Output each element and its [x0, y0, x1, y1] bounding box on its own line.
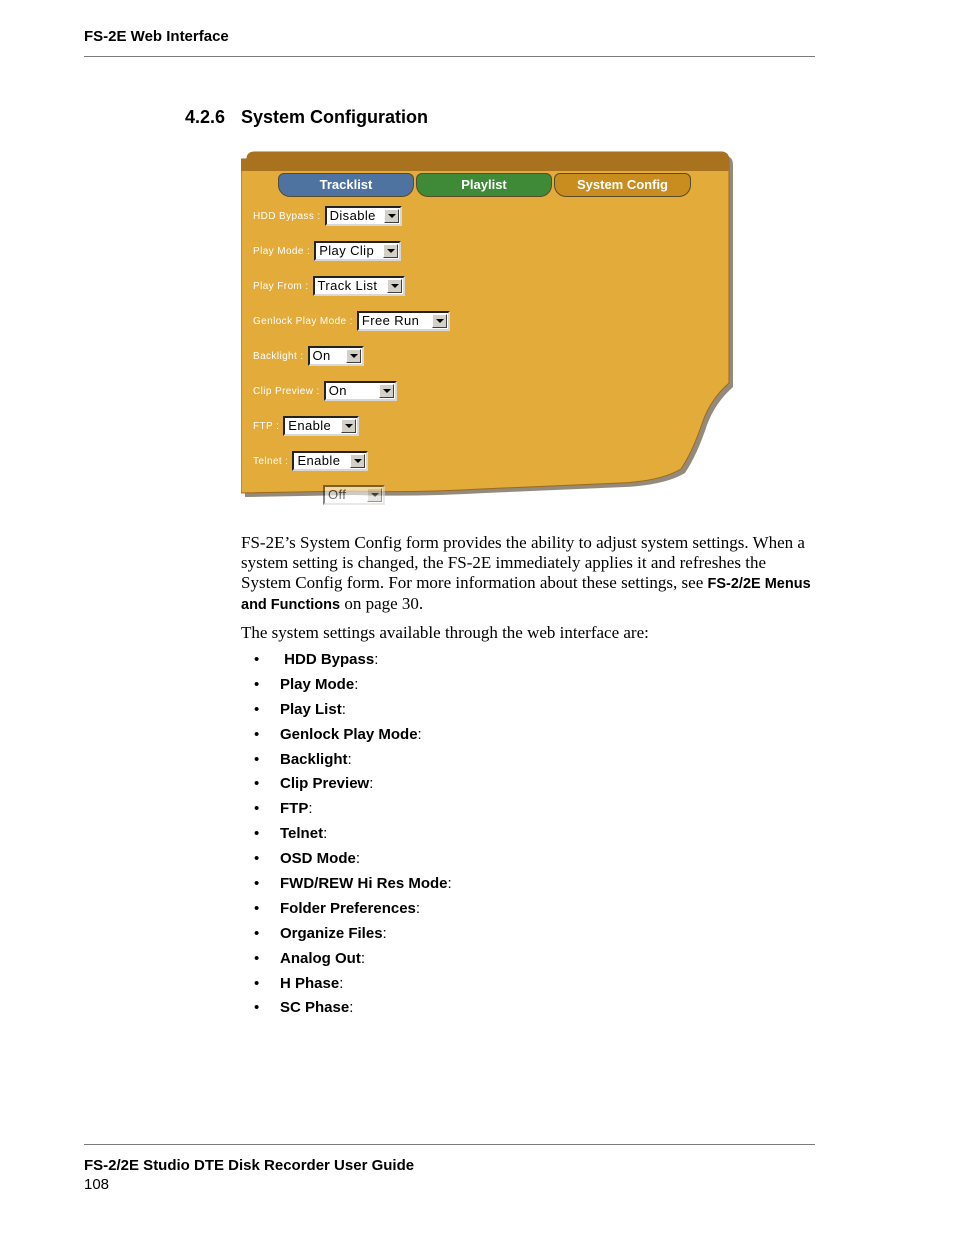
setting-name: Play List — [280, 700, 342, 718]
colon: : — [417, 725, 422, 743]
setting-name: Genlock Play Mode — [280, 725, 418, 743]
colon: : — [447, 875, 452, 893]
colon: : — [415, 899, 421, 917]
chevron-down-icon[interactable] — [383, 244, 398, 258]
colon: : — [355, 850, 361, 868]
list-item — [254, 923, 452, 948]
cross-reference: FS-2/2E Menus and Functions — [241, 576, 811, 613]
setting-name: FTP — [280, 800, 309, 818]
setting-name: Folder Preferences — [280, 899, 416, 917]
field-label: HDD Bypass : — [253, 210, 321, 222]
field-backlight — [253, 346, 364, 366]
select-value: Play Clip — [319, 243, 375, 258]
colon: : — [308, 800, 313, 818]
select-value: Off — [328, 487, 347, 502]
list-item — [254, 724, 452, 749]
list-item — [254, 798, 452, 823]
list-item — [254, 848, 452, 873]
page-number: 108 — [84, 1176, 110, 1193]
colon: : — [354, 675, 359, 693]
system-config-screenshot — [241, 151, 741, 506]
colon: : — [323, 825, 328, 843]
intro-text: FS-2E’s System Config form provides the ability to adjust system settings. When a system setting is changed, the FS-2E immediately applies it and refreshes the System Config form. For more information about these settings, see — [241, 533, 805, 592]
list-item — [254, 699, 452, 724]
bullet-icon: • — [254, 775, 260, 793]
bullet-icon: • — [254, 700, 260, 718]
list-item — [254, 773, 452, 798]
settings-intro: The system settings available through the web interface are: — [241, 623, 649, 642]
list-item — [254, 749, 452, 774]
bullet-icon: • — [254, 974, 260, 992]
bullet-icon: • — [254, 850, 260, 868]
colon: : — [360, 949, 365, 967]
chevron-down-icon[interactable] — [367, 488, 382, 502]
select-value: On — [312, 348, 331, 363]
genlock-play-mode-select[interactable] — [357, 311, 450, 331]
setting-name: OSD Mode — [280, 850, 356, 868]
colon: : — [374, 651, 379, 668]
hdd-bypass-select[interactable] — [325, 206, 402, 226]
chevron-down-icon[interactable] — [387, 279, 402, 293]
select-value: Free Run — [361, 313, 420, 328]
select-value: Disable — [329, 208, 376, 223]
field-label: FTP : — [253, 420, 280, 432]
field-play-from — [253, 276, 405, 296]
colon: : — [339, 974, 344, 992]
select-value: On — [328, 383, 347, 398]
header-rule — [84, 56, 815, 57]
colon: : — [369, 775, 374, 793]
telnet-select[interactable] — [292, 451, 368, 471]
field-clip-preview — [253, 381, 397, 401]
chevron-down-icon[interactable] — [379, 384, 394, 398]
section-heading — [185, 107, 428, 128]
select-value: Enable — [297, 453, 341, 468]
bullet-icon: • — [254, 875, 260, 893]
colon: : — [382, 924, 387, 942]
colon: : — [341, 700, 346, 718]
section-title: System Configuration — [241, 107, 429, 127]
list-item — [254, 997, 452, 1022]
setting-name: Telnet — [280, 825, 324, 843]
list-item — [254, 973, 452, 998]
play-from-select[interactable] — [313, 276, 405, 296]
bullet-icon: • — [254, 899, 260, 917]
bullet-icon: • — [254, 750, 260, 768]
running-header: FS-2E Web Interface — [84, 28, 229, 45]
backlight-select[interactable] — [308, 346, 364, 366]
cut-off-select[interactable] — [323, 485, 385, 505]
chevron-down-icon[interactable] — [350, 454, 365, 468]
section-number: 4.2.6 — [185, 107, 226, 127]
bullet-icon: • — [254, 924, 260, 942]
chevron-down-icon[interactable] — [346, 349, 361, 363]
field-label: Backlight : — [253, 350, 304, 362]
bullet-icon: • — [254, 999, 260, 1017]
select-value: Enable — [288, 418, 332, 433]
setting-name: FWD/REW Hi Res Mode — [280, 875, 448, 893]
setting-name: Analog Out — [280, 949, 361, 967]
field-label: Play From : — [253, 280, 309, 292]
play-mode-select[interactable] — [314, 241, 401, 261]
field-cut-off — [319, 485, 385, 505]
footer-rule — [84, 1144, 815, 1145]
field-label: Play Mode : — [253, 245, 311, 257]
field-ftp — [253, 416, 359, 436]
field-label: Clip Preview : — [253, 385, 320, 397]
ftp-select[interactable] — [283, 416, 359, 436]
footer-title: FS-2/2E Studio DTE Disk Recorder User Guide — [84, 1157, 415, 1174]
field-hdd-bypass — [253, 206, 402, 226]
setting-name: H Phase — [280, 974, 340, 992]
select-value: Track List — [317, 278, 378, 293]
list-item — [254, 873, 452, 898]
setting-name: Backlight — [280, 750, 348, 768]
field-label: Genlock Play Mode : — [253, 315, 353, 327]
bullet-icon: • — [254, 725, 260, 743]
field-play-mode — [253, 241, 401, 261]
setting-name: Organize Files — [280, 924, 383, 942]
bullet-icon: • — [254, 800, 260, 818]
setting-name: Play Mode — [280, 675, 355, 693]
list-item — [254, 649, 452, 674]
clip-preview-select[interactable] — [324, 381, 397, 401]
list-item — [254, 674, 452, 699]
chevron-down-icon[interactable] — [432, 314, 447, 328]
intro-text-end: on page 30. — [340, 594, 424, 613]
list-item — [254, 823, 452, 848]
field-label: Telnet : — [253, 455, 289, 467]
list-item — [254, 898, 452, 923]
colon: : — [349, 999, 354, 1017]
list-item — [254, 948, 452, 973]
setting-name: Clip Preview — [280, 775, 370, 793]
chevron-down-icon[interactable] — [341, 419, 356, 433]
field-telnet — [253, 451, 368, 471]
setting-name: HDD Bypass — [280, 651, 375, 668]
tab-system-config[interactable]: System Config — [554, 173, 691, 197]
tab-tracklist[interactable]: Tracklist — [278, 173, 414, 197]
bullet-icon: • — [254, 825, 260, 843]
tab-playlist[interactable]: Playlist — [416, 173, 552, 197]
bullet-icon: • — [254, 949, 260, 967]
bullet-icon: • — [254, 675, 260, 693]
setting-name: SC Phase — [280, 999, 350, 1017]
settings-list — [254, 649, 452, 1022]
bullet-icon: • — [254, 651, 260, 668]
field-genlock-play-mode — [253, 311, 450, 331]
intro-paragraph — [241, 533, 811, 615]
chevron-down-icon[interactable] — [384, 209, 399, 223]
colon: : — [347, 750, 352, 768]
